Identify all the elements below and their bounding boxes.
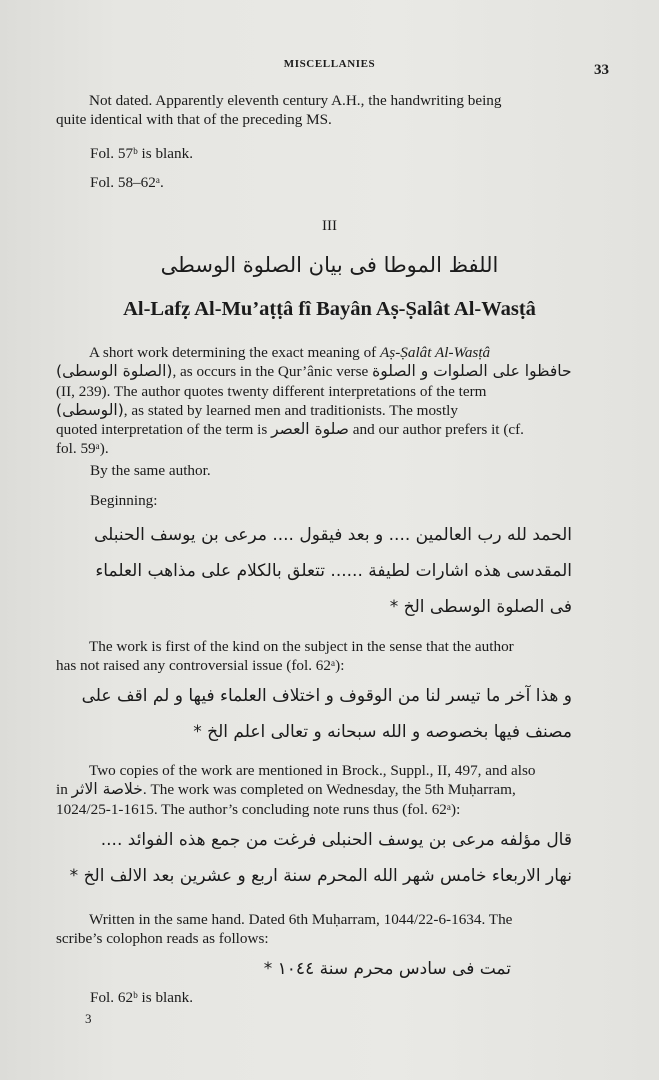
beginning-arabic-line-2: المقدسى هذه اشارات لطيفة ...... تتعلق بالكلام على مذاهب العلماء xyxy=(95,561,572,581)
description-line-3: (II, 239). The author quotes twenty different interpretations of the term xyxy=(56,382,487,400)
concluding-arabic-line-2: نهار الاربعاء خامس شهر الله المحرم سنة اربع و عشرين بعد الالف الخ * xyxy=(69,866,572,886)
arabic-reference: خلاصة الاثر xyxy=(71,780,143,799)
section-numeral: III xyxy=(322,218,337,234)
description-text: quoted interpretation of the term is xyxy=(56,421,272,439)
note-line-1: Not dated. Apparently eleventh century A.H., the handwriting being xyxy=(89,92,502,109)
page-header xyxy=(0,58,659,78)
colophon-line-1: Written in the same hand. Dated 6th Muḥarram, 1044/22-6-1634. The xyxy=(89,911,513,928)
description-paragraph xyxy=(56,343,610,459)
description-text: A short work determining the exact meaning of xyxy=(89,344,381,361)
colophon-arabic: تمت فى سادس محرم سنة ١٠٤٤ * xyxy=(263,959,511,979)
concluding-arabic-line-1: قال مؤلفه مرعى بن يوسف الحنبلى فرغت من جمع هذه الفوائد .... xyxy=(100,830,572,850)
description-text: , as occurs in the Qur’ânic verse xyxy=(172,363,373,381)
description-line-2 xyxy=(56,362,610,381)
english-work-title: Al-Lafẓ Al-Mu’aṭṭâ fî Bayân Aṣ-Ṣalât Al-Wasṭâ xyxy=(123,298,536,320)
colophon-paragraph xyxy=(56,910,610,949)
arabic-term: (الوسطى) xyxy=(56,400,124,419)
copies-line-1: Two copies of the work are mentioned in Brock., Suppl., II, 497, and also xyxy=(89,762,536,779)
description-line-6: fol. 59ᵃ). xyxy=(56,440,109,458)
description-line-4 xyxy=(56,401,610,420)
same-author-note: By the same author. xyxy=(90,462,211,479)
description-line-1 xyxy=(56,343,610,362)
preceding-ms-note xyxy=(56,91,610,130)
arabic-term: صلوة العصر xyxy=(271,420,349,439)
first-kind-paragraph xyxy=(56,637,610,676)
arabic-work-title: اللفظ الموطا فى بيان الصلوة الوسطى xyxy=(160,253,499,277)
page-number: 33 xyxy=(594,62,609,78)
beginning-arabic-line-1: الحمد لله رب العالمين .... و بعد فيقول .... مرعى بن يوسف الحنبلى xyxy=(93,525,572,545)
description-line-5 xyxy=(56,420,610,439)
description-text: and our author prefers it (cf. xyxy=(348,421,524,439)
arabic-verse: حافظوا على الصلوات و الصلوة xyxy=(372,362,572,381)
copies-line-2 xyxy=(56,780,610,799)
running-title: MISCELLANIES xyxy=(283,58,376,70)
copies-text: . The work was completed on Wednesday, the 5th Muḥarram, xyxy=(142,781,516,799)
quote-arabic-line-1: و هذا آخر ما تيسر لنا من الوقوف و اختلاف العلماء فيها و لم اقف على xyxy=(81,686,572,706)
beginning-label: Beginning: xyxy=(90,492,158,509)
first-kind-line-1: The work is first of the kind on the subject in the sense that the author xyxy=(89,638,514,655)
fol-62b-note: Fol. 62ᵇ is blank. xyxy=(90,989,194,1006)
description-text: , as stated by learned men and traditionists. The mostly xyxy=(123,401,458,419)
note-line-2: quite identical with that of the preceding MS. xyxy=(56,111,332,129)
fol-58-note: Fol. 58–62ᵃ. xyxy=(90,174,164,191)
quote-arabic-line-2: مصنف فيها بخصوصه و الله سبحانه و تعالى اعلم الخ * xyxy=(193,722,572,742)
signature-mark: 3 xyxy=(85,1011,92,1026)
first-kind-line-2: has not raised any controversial issue (fol. 62ᵃ): xyxy=(56,657,345,675)
beginning-arabic-line-3: فى الصلوة الوسطى الخ * xyxy=(389,597,572,617)
fol-57-note: Fol. 57ᵇ is blank. xyxy=(90,145,194,162)
copies-paragraph xyxy=(56,761,610,819)
arabic-term: (الصلوة الوسطى) xyxy=(56,362,173,381)
italic-term: Aṣ-Ṣalât Al-Wasṭâ xyxy=(380,344,491,361)
copies-text: in xyxy=(56,781,72,799)
colophon-line-2: scribe’s colophon reads as follows: xyxy=(56,930,269,948)
copies-line-3: 1024/25-1-1615. The author’s concluding note runs thus (fol. 62ᵃ): xyxy=(56,800,461,818)
